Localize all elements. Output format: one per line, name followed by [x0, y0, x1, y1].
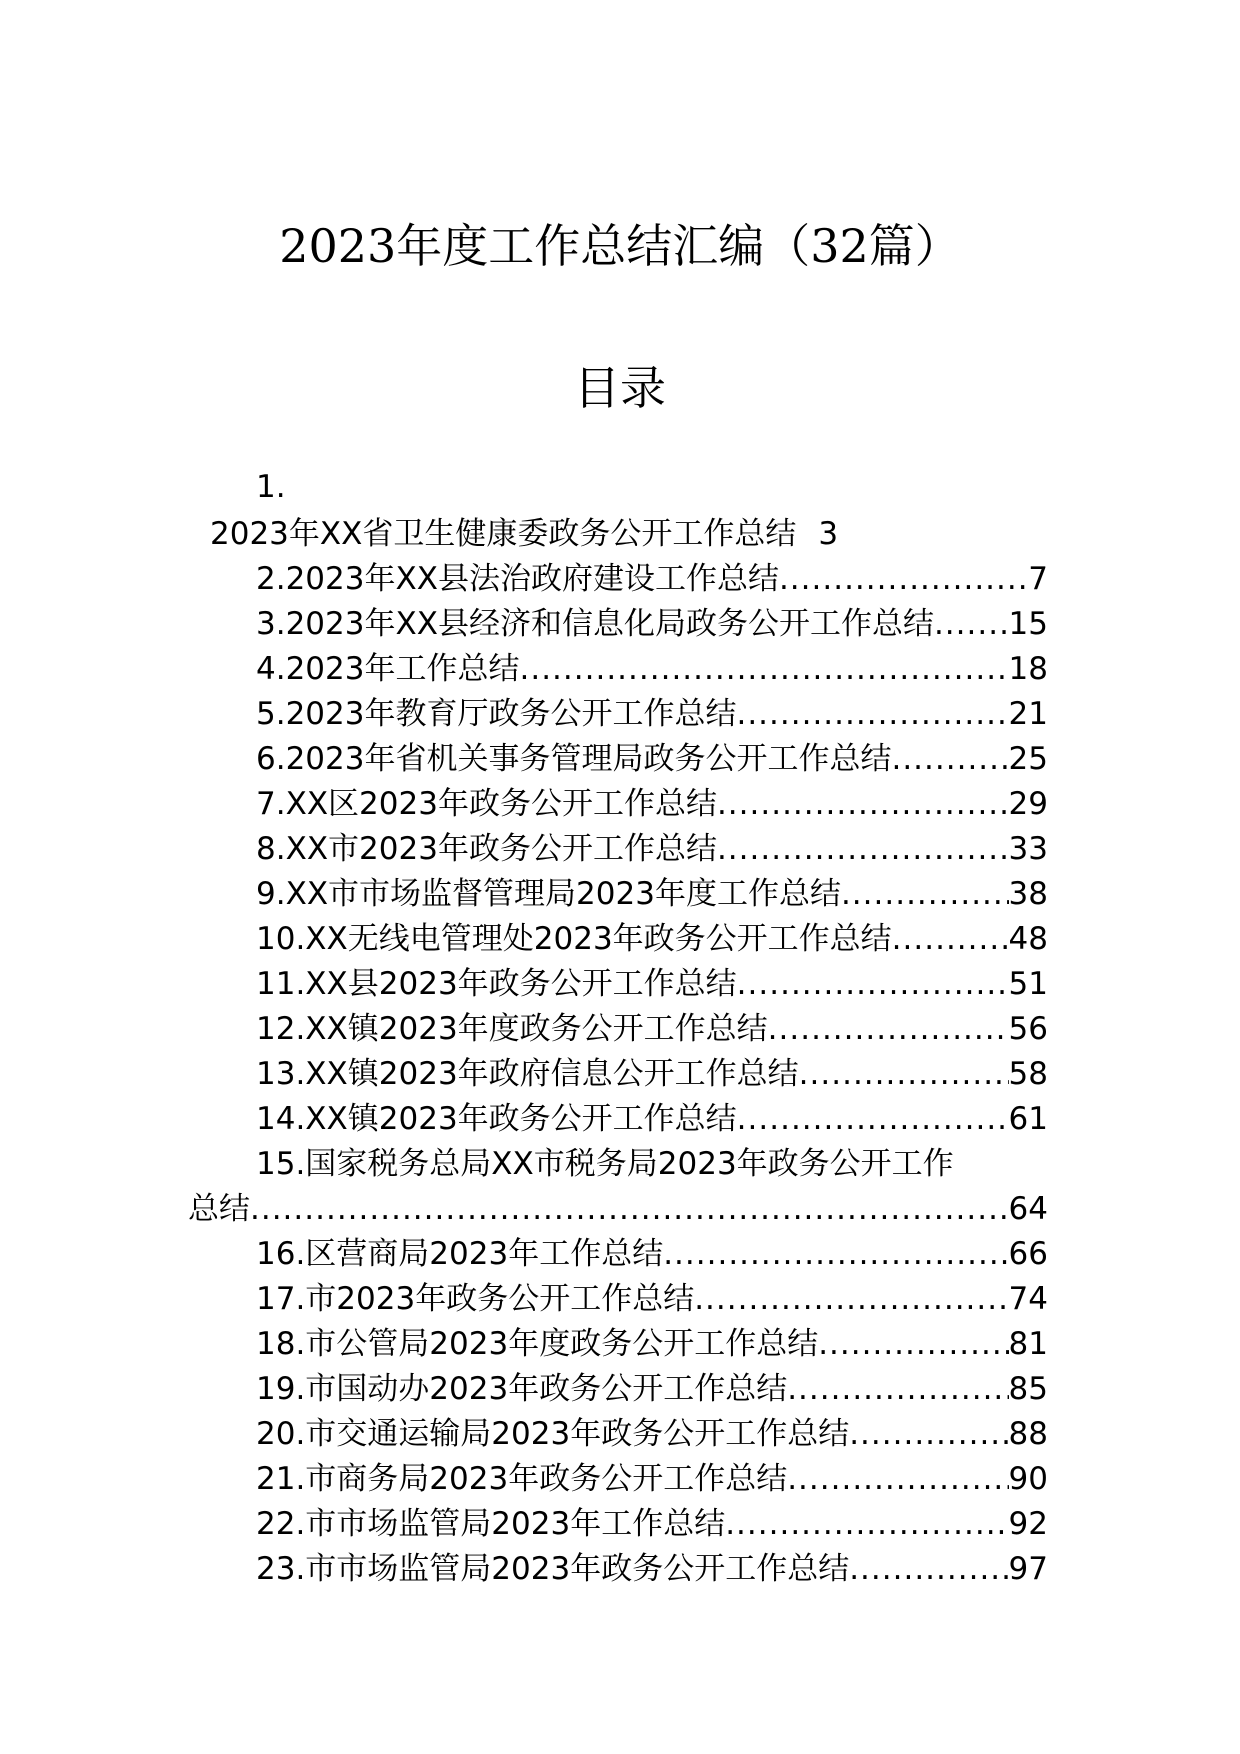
- toc-leader-dots: [737, 1097, 1009, 1142]
- toc-entry[interactable]: [256, 557, 1048, 602]
- toc-entry[interactable]: [256, 1367, 1048, 1412]
- toc-entry-title-continued: 总结: [188, 1191, 250, 1227]
- toc-entry-page: 15: [1008, 606, 1048, 642]
- toc-entry-1-number[interactable]: 1.: [256, 469, 286, 505]
- toc-entry[interactable]: [256, 647, 1048, 692]
- toc-entry-title: 6.2023年省机关事务管理局政务公开工作总结: [256, 741, 892, 777]
- toc-entry[interactable]: [256, 602, 1048, 647]
- toc-entry-title: 4.2023年工作总结: [256, 651, 520, 687]
- toc-entry[interactable]: [256, 737, 1048, 782]
- toc-entry-page: 81: [1008, 1326, 1048, 1362]
- toc-leader-dots: [519, 647, 1008, 692]
- toc-entry-1[interactable]: [210, 512, 838, 557]
- toc-entry-page: 29: [1008, 786, 1048, 822]
- toc-entry-page: 56: [1008, 1011, 1048, 1047]
- toc-leader-dots: [717, 782, 1009, 827]
- document-title: 2023年度工作总结汇编（32篇）: [279, 219, 961, 273]
- toc-entry[interactable]: [256, 1007, 1048, 1052]
- toc-entry-title: 23.市市场监管局2023年政务公开工作总结: [256, 1551, 850, 1587]
- toc-entry-page: 58: [1008, 1056, 1048, 1092]
- toc-entry-title: 8.XX市2023年政务公开工作总结: [256, 831, 717, 867]
- toc-entry-title: 22.市市场监管局2023年工作总结: [256, 1506, 726, 1542]
- toc-leader-dots: [787, 1367, 1008, 1412]
- toc-entry-page: 3: [818, 516, 839, 552]
- toc-entry-title: 17.市2023年政务公开工作总结: [256, 1281, 695, 1317]
- toc-entry-page: 21: [1008, 696, 1048, 732]
- toc-leader-dots: [768, 1007, 1009, 1052]
- toc-entry-title: 2.2023年XX县法治政府建设工作总结: [256, 561, 779, 597]
- toc-entry-title: 19.市国动办2023年政务公开工作总结: [256, 1371, 788, 1407]
- toc-entry-page: 92: [1008, 1506, 1048, 1542]
- toc-entry[interactable]: [256, 962, 1048, 1007]
- toc-entry-page: 66: [1008, 1236, 1048, 1272]
- toc-entry-title: 5.2023年教育厅政务公开工作总结: [256, 696, 737, 732]
- toc-leader-dots: [841, 872, 1009, 917]
- toc-leader-dots: [725, 1502, 1008, 1547]
- toc-entry[interactable]: [256, 1097, 1048, 1142]
- toc-leader-dots: [787, 1457, 1008, 1502]
- toc-entry-title: 7.XX区2023年政务公开工作总结: [256, 786, 717, 822]
- toc-entry-page: 38: [1008, 876, 1048, 912]
- toc-entry[interactable]: [256, 1052, 1048, 1097]
- toc-entry-title: 18.市公管局2023年度政务公开工作总结: [256, 1326, 819, 1362]
- toc-entry[interactable]: [256, 782, 1048, 827]
- toc-entry[interactable]: [256, 872, 1048, 917]
- toc-entry[interactable]: [256, 917, 1048, 962]
- toc-leader-dots: [849, 1412, 1008, 1457]
- toc-entry-page: 74: [1008, 1281, 1048, 1317]
- toc-leader-dots: [849, 1547, 1008, 1592]
- toc-leader-dots: [737, 962, 1009, 1007]
- toc-entry-page: 88: [1008, 1416, 1048, 1452]
- toc-entry[interactable]: [256, 1412, 1048, 1457]
- toc-entry-page: 97: [1008, 1551, 1048, 1587]
- toc-leader-dots: [663, 1232, 1008, 1277]
- toc-entry-title: 9.XX市市场监督管理局2023年度工作总结: [256, 876, 841, 912]
- toc-entry-title: 16.区营商局2023年工作总结: [256, 1236, 664, 1272]
- toc-entry-page: 90: [1008, 1461, 1048, 1497]
- toc-entry-page: 25: [1008, 741, 1048, 777]
- toc-leader-dots: [779, 557, 1028, 602]
- toc-leader-dots: [934, 602, 1009, 647]
- toc-entry-title: 14.XX镇2023年政务公开工作总结: [256, 1101, 737, 1137]
- toc-entry-page: 33: [1008, 831, 1048, 867]
- toc-entry-title: 3.2023年XX县经济和信息化局政务公开工作总结: [256, 606, 934, 642]
- toc-entry[interactable]: [256, 1547, 1048, 1592]
- toc-entry-page: 18: [1008, 651, 1048, 687]
- toc-leader-dots: [891, 737, 1008, 782]
- toc-entry-title: 2023年XX省卫生健康委政务公开工作总结: [210, 516, 797, 552]
- toc-leader-dots: [892, 917, 1009, 962]
- toc-entry-title: 21.市商务局2023年政务公开工作总结: [256, 1461, 788, 1497]
- toc-entry-page: 64: [1008, 1191, 1048, 1227]
- toc-entry-page: 51: [1008, 966, 1048, 1002]
- toc-entry[interactable]: [256, 1322, 1048, 1367]
- toc-entry-title: 12.XX镇2023年度政务公开工作总结: [256, 1011, 768, 1047]
- toc-entry-title: 13.XX镇2023年政府信息公开工作总结: [256, 1056, 799, 1092]
- toc-leader-dots: [717, 827, 1009, 872]
- toc-entry[interactable]: [256, 1277, 1048, 1322]
- toc-entry-title: 10.XX无线电管理处2023年政务公开工作总结: [256, 921, 892, 957]
- toc-heading: 目录: [574, 361, 666, 415]
- toc-leader-dots: [694, 1277, 1008, 1322]
- toc-entry[interactable]: [256, 1502, 1048, 1547]
- toc-entry[interactable]: [256, 827, 1048, 872]
- toc-entry-page: 48: [1008, 921, 1048, 957]
- toc-leader-dots: [736, 692, 1008, 737]
- toc-entry[interactable]: [256, 692, 1048, 737]
- toc-entry-page: 7: [1028, 561, 1048, 597]
- toc-entry-title: 15.国家税务总局XX市税务局2023年政务公开工作: [256, 1146, 954, 1182]
- toc-entry[interactable]: [256, 1457, 1048, 1502]
- toc-entry[interactable]: [256, 1232, 1048, 1277]
- toc-entry-page: 85: [1008, 1371, 1048, 1407]
- toc-leader-dots: [250, 1187, 1009, 1232]
- toc-entry-title: 20.市交通运输局2023年政务公开工作总结: [256, 1416, 850, 1452]
- toc-entry-page: 61: [1008, 1101, 1048, 1137]
- toc-entry-15-line2[interactable]: [188, 1187, 1048, 1232]
- toc-entry-15-line1[interactable]: [256, 1142, 1048, 1187]
- toc-leader-dots: [818, 1322, 1008, 1367]
- toc-leader-dots: [799, 1052, 1009, 1097]
- toc-entry-title: 11.XX县2023年政务公开工作总结: [256, 966, 737, 1002]
